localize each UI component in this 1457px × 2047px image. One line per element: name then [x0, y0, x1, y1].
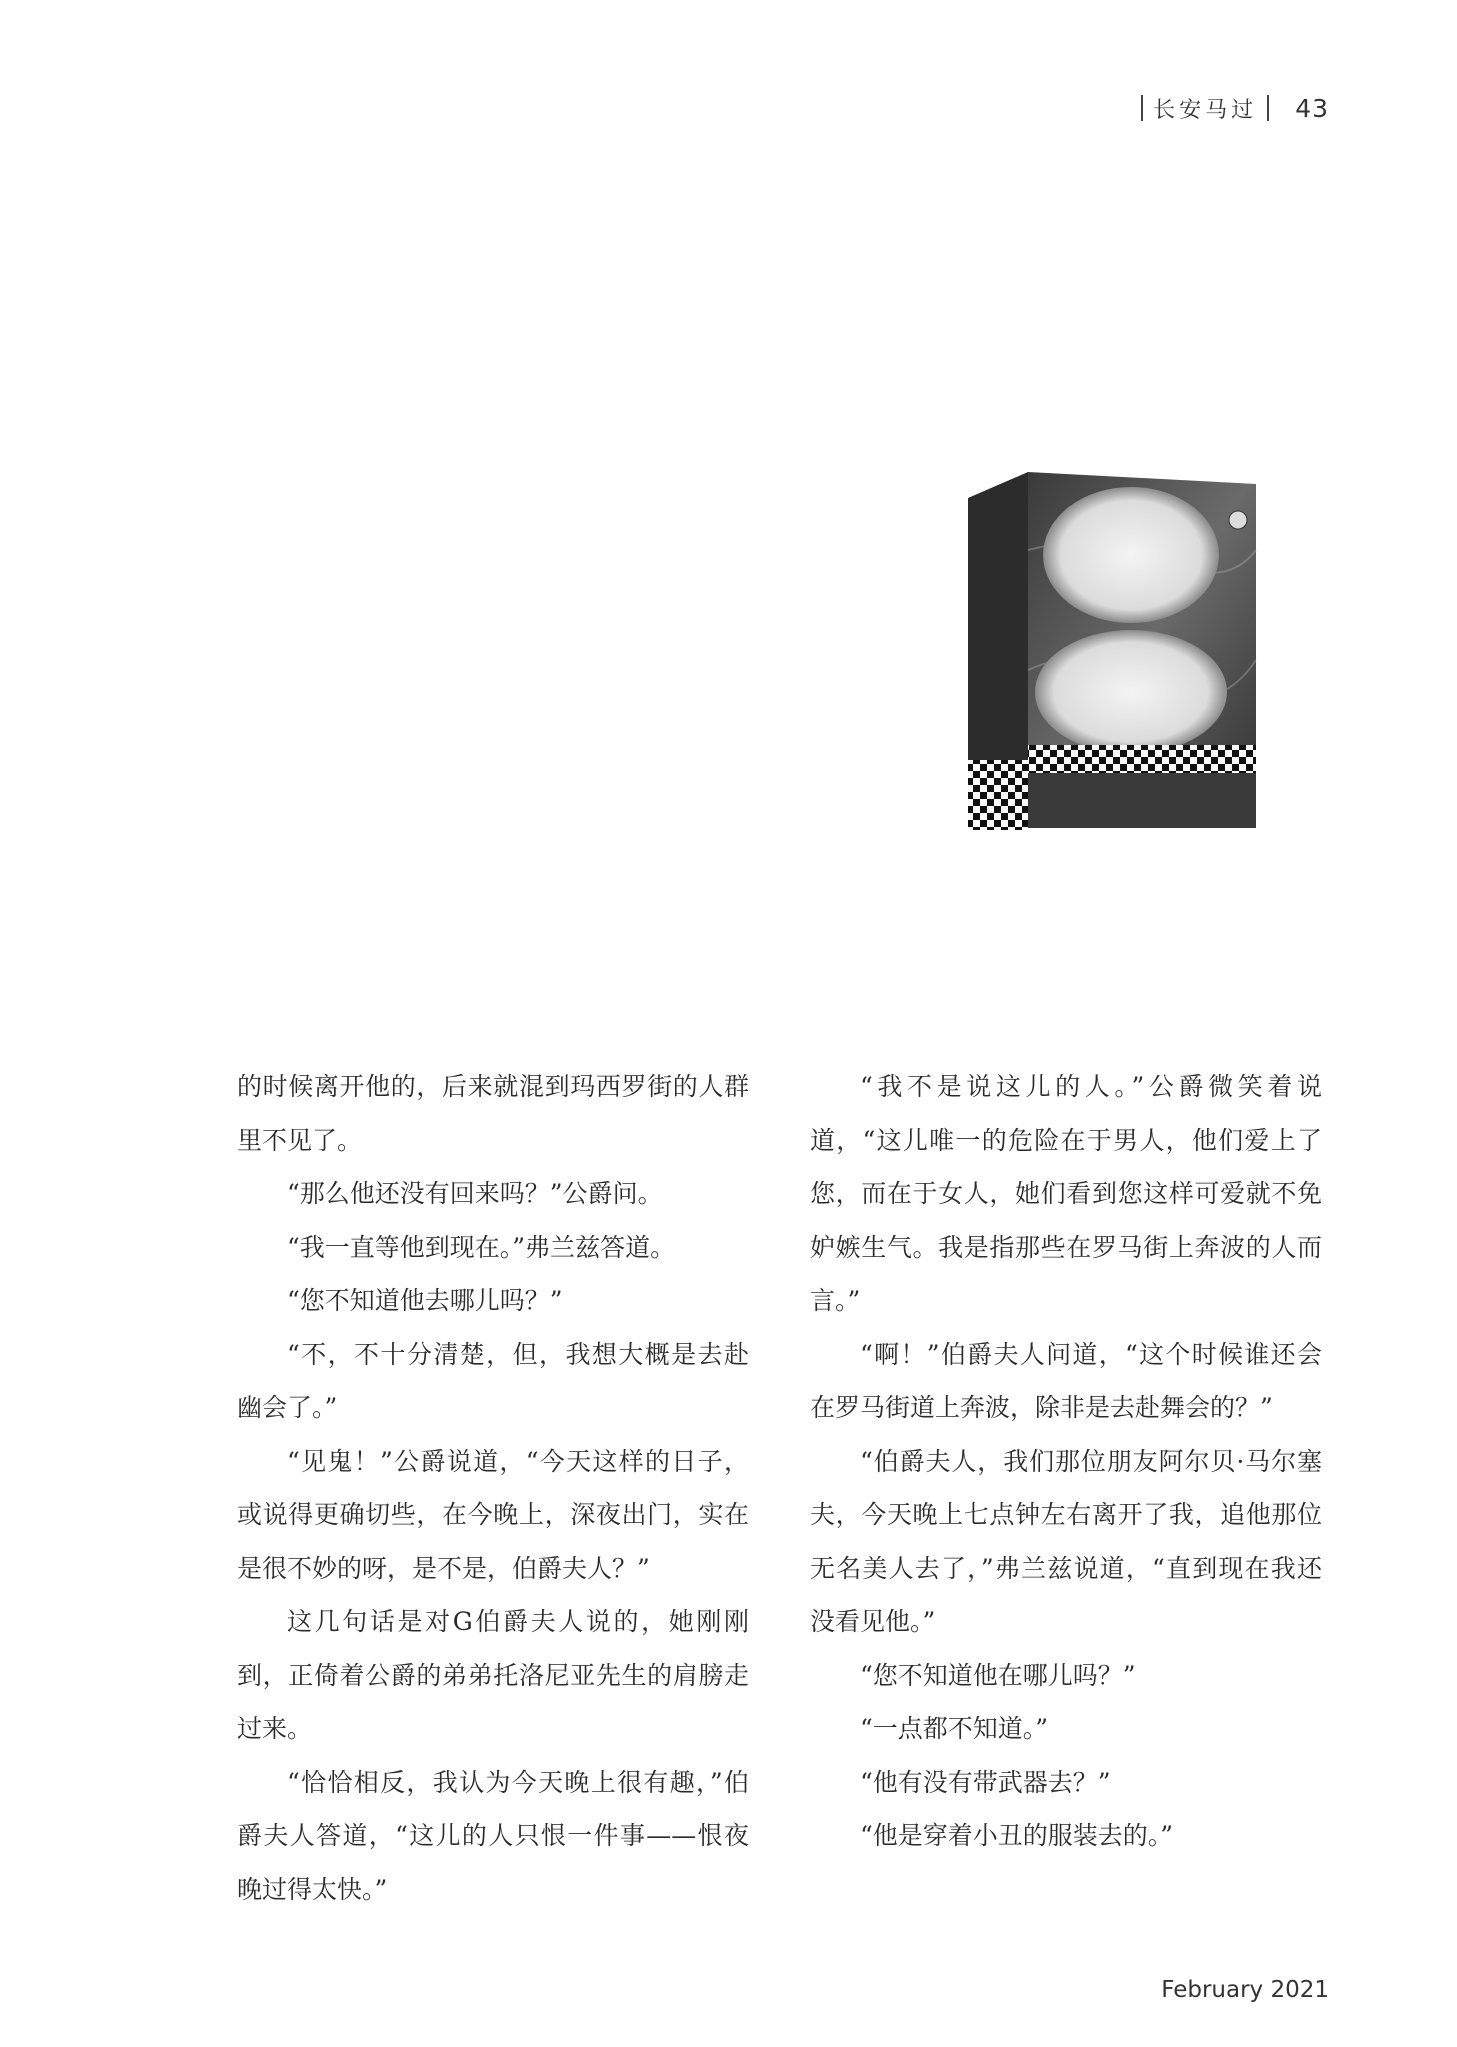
- left-text-column: [237, 1060, 749, 1916]
- paragraph: “恰恰相反，我认为今天晚上很有趣，”伯爵夫人答道，“这儿的人只恨一件事——恨夜晚过得太快。”: [237, 1767, 749, 1904]
- book-cover-image: [966, 470, 1276, 860]
- paragraph: “您不知道他去哪儿吗？”: [287, 1286, 563, 1315]
- paragraph: “他有没有带武器去？”: [860, 1767, 1111, 1797]
- paragraph: “一点都不知道。”: [860, 1714, 1049, 1743]
- paragraph: “他是穿着小丑的服装去的。”: [860, 1821, 1174, 1850]
- paragraph: “不，不十分清楚，但，我想大概是去赴幽会了。”: [237, 1339, 749, 1422]
- paragraph: “那么他还没有回来吗？”公爵问。: [287, 1179, 663, 1208]
- paragraph: “我不是说这儿的人。”公爵微笑着说道，“这儿唯一的危险在于男人，他们爱上了您，而在于女人，她们看到您这样可爱就不免妒嫉生气。我是指那些在罗马街上奔波的人而言。”: [810, 1072, 1322, 1315]
- running-header: [1141, 88, 1329, 128]
- paragraph: “啊！”伯爵夫人问道，“这个时候谁还会在罗马街道上奔波，除非是去赴舞会的？”: [810, 1339, 1322, 1422]
- paragraph: “我一直等他到现在。”弗兰兹答道。: [287, 1232, 676, 1262]
- header-divider-left: [1141, 95, 1143, 121]
- paragraph: “见鬼！”公爵说道，“今天这样的日子，或说得更确切些，在今晚上，深夜出门，实在是很不妙的呀，是不是，伯爵夫人？”: [237, 1446, 749, 1583]
- paragraph: 的时候离开他的，后来就混到玛西罗街的人群里不见了。: [237, 1072, 749, 1155]
- paragraph: 这几句话是对G伯爵夫人说的，她刚刚到，正倚着公爵的弟弟托洛尼亚先生的肩膀走过来。: [237, 1607, 749, 1743]
- header-divider-right: [1267, 95, 1269, 121]
- paragraph: “您不知道他在哪儿吗？”: [860, 1660, 1136, 1690]
- paragraph: “伯爵夫人，我们那位朋友阿尔贝·马尔塞夫，今天晚上七点钟左右离开了我，追他那位无名美人去了，”弗兰兹说道，“直到现在我还没看见他。”: [810, 1446, 1322, 1636]
- issue-date: February 2021: [1161, 1977, 1329, 2003]
- page-number: 43: [1295, 93, 1329, 123]
- section-title: 长安马过: [1153, 97, 1258, 123]
- right-text-column: [810, 1060, 1322, 1863]
